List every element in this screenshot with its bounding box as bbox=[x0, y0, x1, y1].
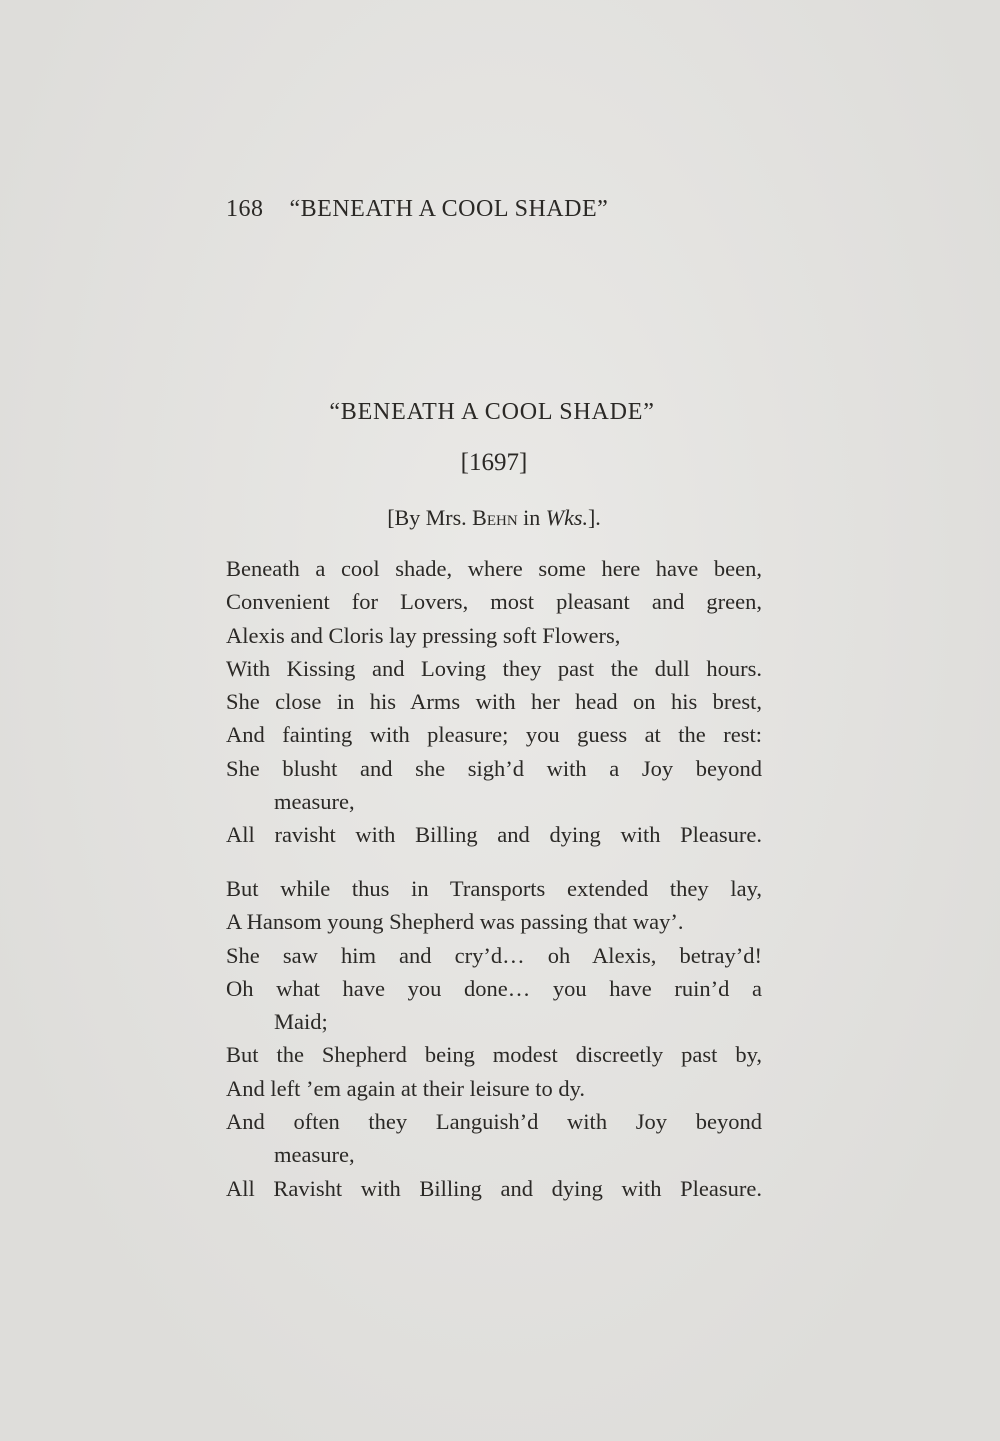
stanza-1 bbox=[226, 552, 762, 852]
verse-line: And often they Languish’d with Joy beyond bbox=[226, 1109, 762, 1135]
stanza-2 bbox=[226, 872, 762, 1205]
verse-line: And fainting with pleasure; you guess at the rest: bbox=[226, 722, 762, 748]
attribution-middle: in bbox=[517, 505, 546, 530]
verse-line: But the Shepherd being modest discreetly past by, bbox=[226, 1042, 762, 1068]
attribution-source: Wks. bbox=[545, 505, 588, 530]
verse-line: She close in his Arms with her head on his brest, bbox=[226, 689, 762, 715]
attribution-author: Behn bbox=[472, 505, 518, 530]
verse-line: She saw him and cry’d… oh Alexis, betray’d! bbox=[226, 942, 762, 968]
verse-line-turnover: measure, bbox=[274, 789, 355, 815]
verse-line: Alexis and Cloris lay pressing soft Flowers, bbox=[226, 622, 621, 648]
poem-title-text: “BENEATH A COOL SHADE” bbox=[329, 399, 655, 425]
poem-date bbox=[0, 449, 1000, 477]
verse-line: Oh what have you done… you have ruin’d a bbox=[226, 975, 762, 1001]
poem-attribution bbox=[0, 505, 1000, 531]
running-head bbox=[226, 196, 608, 223]
verse-line: All ravisht with Billing and dying with Pleasure. bbox=[226, 822, 762, 848]
verse-line: But while thus in Transports extended they lay, bbox=[226, 876, 762, 901]
attribution-suffix: ]. bbox=[587, 505, 601, 530]
verse-line-turnover: measure, bbox=[274, 1142, 355, 1168]
verse-line: She blusht and she sigh’d with a Joy beyond bbox=[226, 755, 762, 781]
page-number: 168 bbox=[226, 196, 264, 222]
poem-title bbox=[0, 399, 1000, 426]
poem-date-text: [1697] bbox=[460, 449, 528, 476]
attribution-prefix: [By Mrs. bbox=[387, 505, 473, 530]
verse-line: All Ravisht with Billing and dying with Pleasure. bbox=[226, 1175, 762, 1201]
running-head-title: “BENEATH A COOL SHADE” bbox=[289, 196, 609, 222]
verse-line: Convenient for Lovers, most pleasant and green, bbox=[226, 589, 762, 615]
verse-line: With Kissing and Loving they past the dull hours. bbox=[226, 655, 762, 681]
verse-line-turnover: Maid; bbox=[274, 1009, 328, 1035]
verse-line: A Hansom young Shepherd was passing that way’. bbox=[226, 909, 684, 935]
verse-line: And left ’em again at their leisure to dy. bbox=[226, 1075, 586, 1101]
verse-line: Beneath a cool shade, where some here have been, bbox=[226, 556, 762, 581]
